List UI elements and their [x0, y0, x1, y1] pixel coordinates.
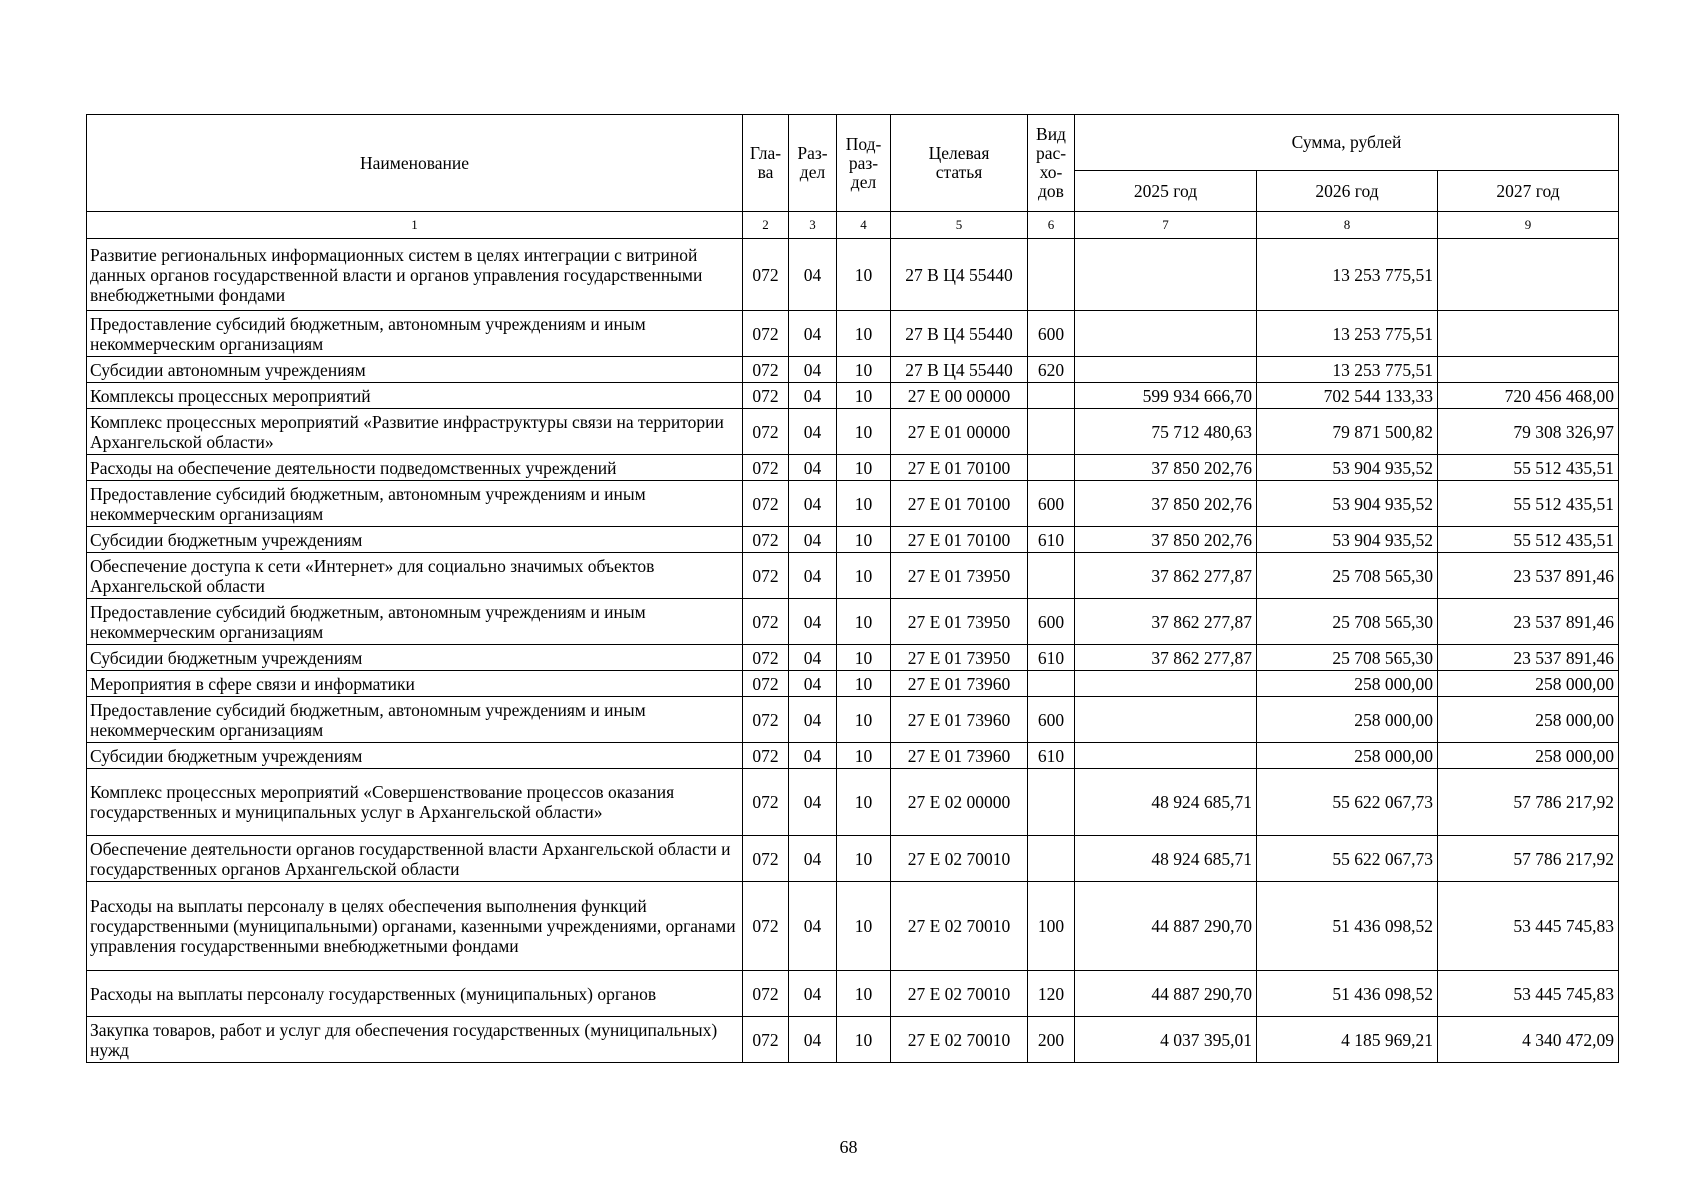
table-row: [87, 553, 1619, 599]
row-section: 04: [789, 671, 837, 697]
row-sum-2025: 44 887 290,70: [1075, 882, 1257, 971]
row-sum-2027: 23 537 891,46: [1438, 645, 1619, 671]
row-expense-type: 620: [1028, 357, 1075, 383]
row-section: 04: [789, 645, 837, 671]
header-name: Наименование: [87, 115, 743, 212]
col-number: 2: [743, 212, 789, 239]
row-subsection: 10: [837, 311, 891, 357]
row-target-article: 27 В Ц4 55440: [891, 311, 1028, 357]
row-target-article: 27 Е 01 70100: [891, 481, 1028, 527]
row-expense-type: [1028, 409, 1075, 455]
row-subsection: 10: [837, 971, 891, 1017]
header-year-2025: 2025 год: [1075, 171, 1257, 212]
budget-table-container: [86, 114, 1618, 1063]
row-subsection: 10: [837, 383, 891, 409]
row-expense-type: 600: [1028, 311, 1075, 357]
table-row: [87, 481, 1619, 527]
row-sum-2026: 258 000,00: [1257, 743, 1438, 769]
row-expense-type: 610: [1028, 645, 1075, 671]
row-sum-2027: 53 445 745,83: [1438, 882, 1619, 971]
row-section: 04: [789, 769, 837, 836]
row-sum-2025: 37 862 277,87: [1075, 599, 1257, 645]
table-row: [87, 311, 1619, 357]
table-row: [87, 671, 1619, 697]
row-subsection: 10: [837, 239, 891, 311]
row-target-article: 27 Е 01 70100: [891, 527, 1028, 553]
row-name: Субсидии бюджетным учреждениям: [87, 527, 743, 553]
row-section: 04: [789, 743, 837, 769]
row-chapter: 072: [743, 311, 789, 357]
col-number: 3: [789, 212, 837, 239]
row-chapter: 072: [743, 553, 789, 599]
row-sum-2027: 55 512 435,51: [1438, 455, 1619, 481]
row-chapter: 072: [743, 357, 789, 383]
row-name: Мероприятия в сфере связи и информатики: [87, 671, 743, 697]
row-sum-2027: 53 445 745,83: [1438, 971, 1619, 1017]
row-sum-2027: [1438, 239, 1619, 311]
row-sum-2025: [1075, 671, 1257, 697]
row-target-article: 27 Е 01 73950: [891, 645, 1028, 671]
row-subsection: 10: [837, 527, 891, 553]
header-subsection: Под- раз- дел: [837, 115, 891, 212]
col-number: 4: [837, 212, 891, 239]
row-section: 04: [789, 527, 837, 553]
row-section: 04: [789, 971, 837, 1017]
row-target-article: 27 Е 02 70010: [891, 1017, 1028, 1063]
row-sum-2026: 51 436 098,52: [1257, 971, 1438, 1017]
row-chapter: 072: [743, 769, 789, 836]
row-name: Расходы на выплаты персоналу в целях обеспечения выполнения функций государственными (муниципальными) органами, казенными учреждениями, органами управления государственными внебюджетными фондами: [87, 882, 743, 971]
row-sum-2027: 57 786 217,92: [1438, 769, 1619, 836]
row-subsection: 10: [837, 769, 891, 836]
row-chapter: 072: [743, 743, 789, 769]
row-expense-type: 200: [1028, 1017, 1075, 1063]
row-section: 04: [789, 455, 837, 481]
row-section: 04: [789, 836, 837, 882]
row-sum-2025: 75 712 480,63: [1075, 409, 1257, 455]
row-sum-2027: 79 308 326,97: [1438, 409, 1619, 455]
row-target-article: 27 В Ц4 55440: [891, 239, 1028, 311]
page-number: 68: [839, 1137, 858, 1157]
row-expense-type: 100: [1028, 882, 1075, 971]
row-expense-type: [1028, 836, 1075, 882]
row-subsection: 10: [837, 599, 891, 645]
header-chapter: Гла- ва: [743, 115, 789, 212]
row-sum-2026: 13 253 775,51: [1257, 311, 1438, 357]
row-sum-2027: 258 000,00: [1438, 743, 1619, 769]
row-sum-2025: 37 850 202,76: [1075, 455, 1257, 481]
row-section: 04: [789, 553, 837, 599]
row-name: Комплекс процессных мероприятий «Совершенствование процессов оказания государственных и муниципальных услуг в Архангельской области»: [87, 769, 743, 836]
row-expense-type: 600: [1028, 599, 1075, 645]
column-number-row: [87, 212, 1619, 239]
row-subsection: 10: [837, 645, 891, 671]
row-target-article: 27 Е 01 73960: [891, 671, 1028, 697]
row-name: Обеспечение доступа к сети «Интернет» для социально значимых объектов Архангельской области: [87, 553, 743, 599]
row-sum-2026: 53 904 935,52: [1257, 527, 1438, 553]
table-row: [87, 769, 1619, 836]
col-number: 8: [1257, 212, 1438, 239]
row-sum-2025: [1075, 311, 1257, 357]
row-target-article: 27 Е 01 73960: [891, 743, 1028, 769]
row-chapter: 072: [743, 697, 789, 743]
row-sum-2026: 51 436 098,52: [1257, 882, 1438, 971]
row-sum-2027: 4 340 472,09: [1438, 1017, 1619, 1063]
row-name: Субсидии бюджетным учреждениям: [87, 645, 743, 671]
row-expense-type: 600: [1028, 481, 1075, 527]
row-chapter: 072: [743, 836, 789, 882]
budget-table: [86, 114, 1619, 1063]
row-sum-2026: 13 253 775,51: [1257, 357, 1438, 383]
row-chapter: 072: [743, 409, 789, 455]
row-sum-2027: [1438, 357, 1619, 383]
row-sum-2026: 53 904 935,52: [1257, 455, 1438, 481]
table-row: [87, 599, 1619, 645]
row-sum-2027: 55 512 435,51: [1438, 481, 1619, 527]
row-sum-2026: 13 253 775,51: [1257, 239, 1438, 311]
table-row: [87, 743, 1619, 769]
row-target-article: 27 Е 02 70010: [891, 882, 1028, 971]
row-name: Расходы на выплаты персоналу государственных (муниципальных) органов: [87, 971, 743, 1017]
row-subsection: 10: [837, 697, 891, 743]
row-sum-2025: [1075, 357, 1257, 383]
row-section: 04: [789, 481, 837, 527]
col-number: 7: [1075, 212, 1257, 239]
row-chapter: 072: [743, 239, 789, 311]
row-name: Предоставление субсидий бюджетным, автономным учреждениям и иным некоммерческим организациям: [87, 599, 743, 645]
row-sum-2025: 37 862 277,87: [1075, 553, 1257, 599]
header-year-2027: 2027 год: [1438, 171, 1619, 212]
row-section: 04: [789, 409, 837, 455]
row-target-article: 27 Е 02 00000: [891, 769, 1028, 836]
row-expense-type: [1028, 553, 1075, 599]
row-name: Развитие региональных информационных систем в целях интеграции с витриной данных органов государственной власти и органов управления государственными внебюджетными фондами: [87, 239, 743, 311]
row-target-article: 27 Е 02 70010: [891, 971, 1028, 1017]
table-row: [87, 527, 1619, 553]
row-sum-2025: 37 850 202,76: [1075, 527, 1257, 553]
row-subsection: 10: [837, 455, 891, 481]
row-target-article: 27 Е 01 73950: [891, 553, 1028, 599]
table-row: [87, 882, 1619, 971]
table-row: [87, 383, 1619, 409]
row-subsection: 10: [837, 553, 891, 599]
row-expense-type: [1028, 455, 1075, 481]
row-sum-2026: 258 000,00: [1257, 697, 1438, 743]
row-name: Предоставление субсидий бюджетным, автономным учреждениям и иным некоммерческим организациям: [87, 481, 743, 527]
row-target-article: 27 Е 01 00000: [891, 409, 1028, 455]
row-chapter: 072: [743, 645, 789, 671]
row-name: Комплексы процессных мероприятий: [87, 383, 743, 409]
row-expense-type: 600: [1028, 697, 1075, 743]
row-subsection: 10: [837, 836, 891, 882]
row-expense-type: 610: [1028, 527, 1075, 553]
row-sum-2026: 25 708 565,30: [1257, 553, 1438, 599]
row-sum-2025: [1075, 697, 1257, 743]
row-sum-2027: 720 456 468,00: [1438, 383, 1619, 409]
row-section: 04: [789, 697, 837, 743]
row-target-article: 27 В Ц4 55440: [891, 357, 1028, 383]
row-name: Расходы на обеспечение деятельности подведомственных учреждений: [87, 455, 743, 481]
row-subsection: 10: [837, 357, 891, 383]
row-section: 04: [789, 239, 837, 311]
table-row: [87, 1017, 1619, 1063]
header-year-2026: 2026 год: [1257, 171, 1438, 212]
row-expense-type: [1028, 239, 1075, 311]
row-sum-2025: 48 924 685,71: [1075, 769, 1257, 836]
row-chapter: 072: [743, 971, 789, 1017]
row-sum-2026: 4 185 969,21: [1257, 1017, 1438, 1063]
row-target-article: 27 Е 01 73960: [891, 697, 1028, 743]
row-expense-type: [1028, 769, 1075, 836]
row-chapter: 072: [743, 671, 789, 697]
row-expense-type: [1028, 383, 1075, 409]
row-sum-2025: 37 850 202,76: [1075, 481, 1257, 527]
row-sum-2027: 258 000,00: [1438, 671, 1619, 697]
row-name: Предоставление субсидий бюджетным, автономным учреждениям и иным некоммерческим организациям: [87, 697, 743, 743]
row-target-article: 27 Е 00 00000: [891, 383, 1028, 409]
row-section: 04: [789, 882, 837, 971]
row-chapter: 072: [743, 455, 789, 481]
row-name: Обеспечение деятельности органов государственной власти Архангельской области и государственных органов Архангельской области: [87, 836, 743, 882]
header-sum: Сумма, рублей: [1075, 115, 1619, 171]
header-target-article: Целевая статья: [891, 115, 1028, 212]
row-subsection: 10: [837, 1017, 891, 1063]
row-sum-2026: 53 904 935,52: [1257, 481, 1438, 527]
row-target-article: 27 Е 02 70010: [891, 836, 1028, 882]
row-sum-2026: 702 544 133,33: [1257, 383, 1438, 409]
row-subsection: 10: [837, 409, 891, 455]
row-sum-2026: 25 708 565,30: [1257, 599, 1438, 645]
row-sum-2027: 55 512 435,51: [1438, 527, 1619, 553]
row-sum-2026: 258 000,00: [1257, 671, 1438, 697]
row-section: 04: [789, 311, 837, 357]
row-section: 04: [789, 1017, 837, 1063]
row-sum-2027: 23 537 891,46: [1438, 553, 1619, 599]
row-name: Закупка товаров, работ и услуг для обеспечения государственных (муниципальных) нужд: [87, 1017, 743, 1063]
row-subsection: 10: [837, 743, 891, 769]
row-chapter: 072: [743, 882, 789, 971]
col-number: 1: [87, 212, 743, 239]
table-row: [87, 239, 1619, 311]
table-row: [87, 357, 1619, 383]
row-name: Предоставление субсидий бюджетным, автономным учреждениям и иным некоммерческим организациям: [87, 311, 743, 357]
table-row: [87, 971, 1619, 1017]
row-sum-2025: 44 887 290,70: [1075, 971, 1257, 1017]
row-name: Субсидии бюджетным учреждениям: [87, 743, 743, 769]
row-sum-2025: [1075, 239, 1257, 311]
table-row: [87, 645, 1619, 671]
row-sum-2027: 57 786 217,92: [1438, 836, 1619, 882]
row-sum-2025: 599 934 666,70: [1075, 383, 1257, 409]
row-sum-2027: 258 000,00: [1438, 697, 1619, 743]
row-name: Субсидии автономным учреждениям: [87, 357, 743, 383]
row-name: Комплекс процессных мероприятий «Развитие инфраструктуры связи на территории Архангельской области»: [87, 409, 743, 455]
col-number: 6: [1028, 212, 1075, 239]
row-sum-2026: 55 622 067,73: [1257, 769, 1438, 836]
row-target-article: 27 Е 01 73950: [891, 599, 1028, 645]
row-sum-2026: 55 622 067,73: [1257, 836, 1438, 882]
row-chapter: 072: [743, 1017, 789, 1063]
row-sum-2025: 48 924 685,71: [1075, 836, 1257, 882]
row-sum-2026: 25 708 565,30: [1257, 645, 1438, 671]
row-section: 04: [789, 599, 837, 645]
row-subsection: 10: [837, 671, 891, 697]
row-sum-2026: 79 871 500,82: [1257, 409, 1438, 455]
row-sum-2027: 23 537 891,46: [1438, 599, 1619, 645]
row-section: 04: [789, 357, 837, 383]
row-chapter: 072: [743, 599, 789, 645]
row-chapter: 072: [743, 527, 789, 553]
table-row: [87, 697, 1619, 743]
row-target-article: 27 Е 01 70100: [891, 455, 1028, 481]
row-subsection: 10: [837, 481, 891, 527]
row-section: 04: [789, 383, 837, 409]
row-subsection: 10: [837, 882, 891, 971]
row-chapter: 072: [743, 481, 789, 527]
row-expense-type: 610: [1028, 743, 1075, 769]
header-section: Раз- дел: [789, 115, 837, 212]
header-expense-type: Вид рас- хо- дов: [1028, 115, 1075, 212]
table-row: [87, 409, 1619, 455]
row-chapter: 072: [743, 383, 789, 409]
row-sum-2025: [1075, 743, 1257, 769]
row-expense-type: [1028, 671, 1075, 697]
table-row: [87, 455, 1619, 481]
col-number: 5: [891, 212, 1028, 239]
row-expense-type: 120: [1028, 971, 1075, 1017]
col-number: 9: [1438, 212, 1619, 239]
row-sum-2025: 37 862 277,87: [1075, 645, 1257, 671]
row-sum-2027: [1438, 311, 1619, 357]
table-row: [87, 836, 1619, 882]
row-sum-2025: 4 037 395,01: [1075, 1017, 1257, 1063]
